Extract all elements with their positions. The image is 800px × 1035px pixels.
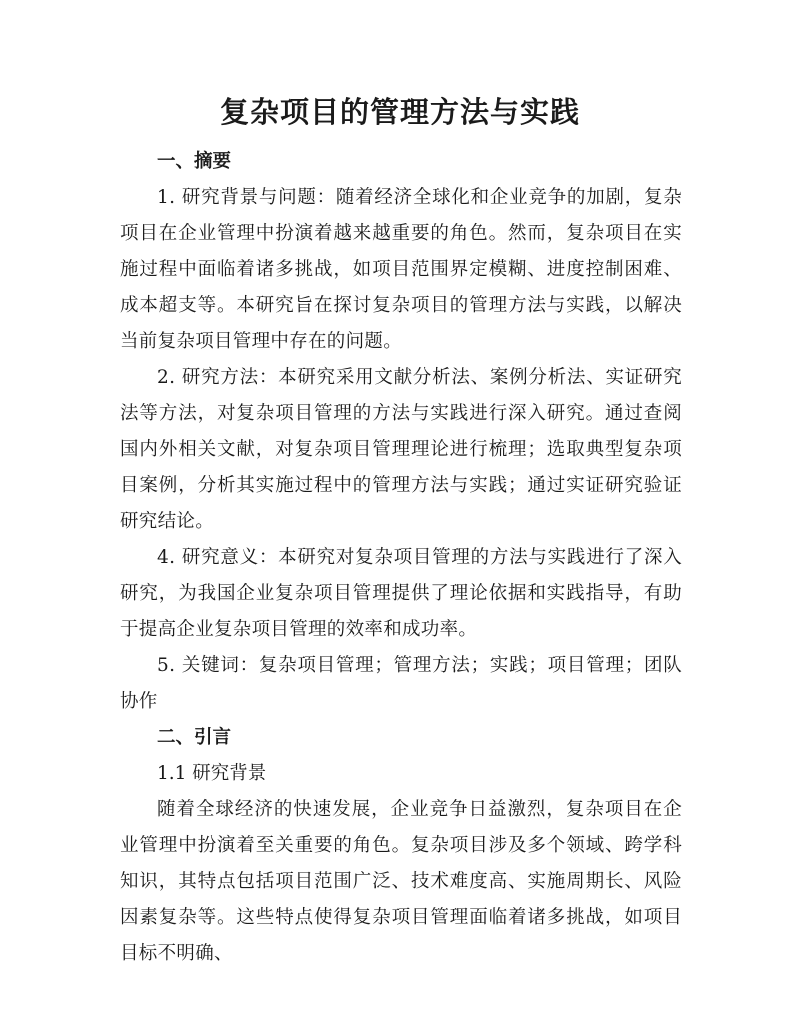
abstract-heading: 一、摘要 [157,151,232,172]
abstract-paragraph-significance: 4. 研究意义：本研究对复杂项目管理的方法与实践进行了深入研究，为我国企业复杂项目管理提供了理论依据和实践指导，有助于提高企业复杂项目管理的效率和成功率。 [120,547,682,640]
document-body [120,144,682,972]
introduction-subheading: 1.1 研究背景 [157,763,267,784]
introduction-paragraph: 随着全球经济的快速发展，企业竞争日益激烈，复杂项目在企业管理中扮演着至关重要的角色。复杂项目涉及多个领域、跨学科知识，其特点包括项目范围广泛、技术难度高、实施周期长、风险因素复杂等。这些特点使得复杂项目管理面临着诸多挑战，如项目目标不明确、 [120,799,682,964]
abstract-paragraph-keywords: 5. 关键词：复杂项目管理；管理方法；实践；项目管理；团队协作 [120,655,682,712]
document-title: 复杂项目的管理方法与实践 [219,95,580,129]
introduction-heading: 二、引言 [157,727,232,748]
abstract-paragraph-methods: 2. 研究方法：本研究采用文献分析法、案例分析法、实证研究法等方法，对复杂项目管理的方法与实践进行深入研究。通过查阅国内外相关文献，对复杂项目管理理论进行梳理；选取典型复杂项目案例，分析其实施过程中的管理方法与实践；通过实证研究验证研究结论。 [120,367,682,532]
abstract-paragraph-background: 1. 研究背景与问题：随着经济全球化和企业竞争的加剧，复杂项目在企业管理中扮演着越来越重要的角色。然而，复杂项目在实施过程中面临着诸多挑战，如项目范围界定模糊、进度控制困难、成本超支等。本研究旨在探讨复杂项目的管理方法与实践，以解决当前复杂项目管理中存在的问题。 [120,187,682,352]
